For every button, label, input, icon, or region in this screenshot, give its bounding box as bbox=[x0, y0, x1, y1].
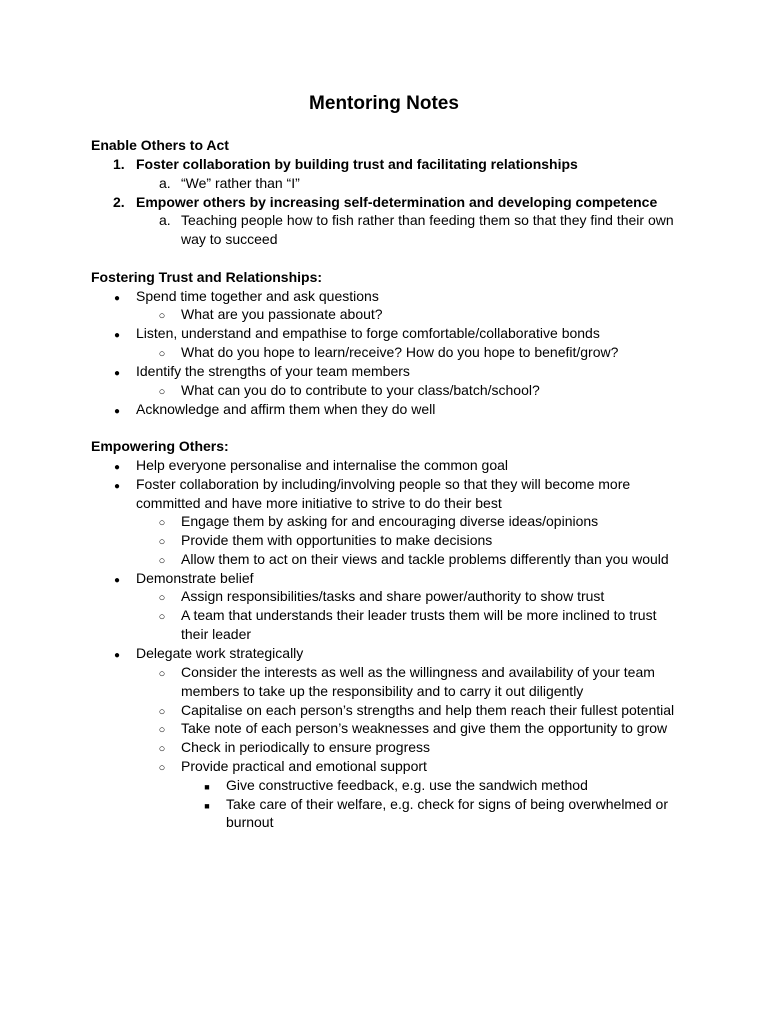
list-item: Provide practical and emotional support bbox=[181, 758, 427, 774]
bullet-circle-icon bbox=[156, 663, 168, 684]
bullet-disc-icon bbox=[111, 475, 123, 496]
bullet-circle-icon bbox=[156, 550, 168, 571]
section-heading-fostering-trust: Fostering Trust and Relationships: bbox=[91, 269, 323, 285]
list-letter: a. bbox=[159, 175, 171, 191]
list-item: Help everyone personalise and internalise the common goal bbox=[136, 457, 508, 473]
list-item: Allow them to act on their views and tackle problems differently than you would bbox=[181, 551, 669, 567]
bullet-square-icon bbox=[201, 776, 213, 797]
list-item: Foster collaboration by including/involving people so that they will become more bbox=[136, 476, 631, 492]
list-item-continuation: committed and have more initiative to strive to do their best bbox=[136, 495, 502, 511]
list-item: Check in periodically to ensure progress bbox=[181, 739, 431, 755]
bullet-circle-icon bbox=[156, 738, 168, 759]
list-item-continuation: their leader bbox=[181, 626, 252, 642]
bullet-circle-icon bbox=[156, 305, 168, 326]
bullet-disc-icon bbox=[111, 569, 123, 590]
list-item: Take note of each person’s weaknesses and give them the opportunity to grow bbox=[181, 720, 668, 736]
list-item: Demonstrate belief bbox=[136, 570, 254, 586]
bullet-circle-icon bbox=[156, 719, 168, 740]
list-item-continuation: members to take up the responsibility and to carry it out diligently bbox=[181, 683, 584, 699]
list-item: Take care of their welfare, e.g. check for signs of being overwhelmed or bbox=[226, 796, 668, 812]
list-item: A team that understands their leader trusts them will be more inclined to trust bbox=[181, 607, 657, 623]
bullet-disc-icon bbox=[111, 456, 123, 477]
list-letter: a. bbox=[159, 212, 171, 228]
list-item: “We” rather than “I” bbox=[181, 175, 300, 191]
list-item: What do you hope to learn/receive? How do you hope to benefit/grow? bbox=[181, 344, 619, 360]
list-item: Consider the interests as well as the willingness and availability of your team bbox=[181, 664, 655, 680]
bullet-disc-icon bbox=[111, 287, 123, 308]
list-item: Teaching people how to fish rather than feeding them so that they find their own bbox=[181, 212, 674, 228]
list-item: Assign responsibilities/tasks and share power/authority to show trust bbox=[181, 588, 605, 604]
list-item: Identify the strengths of your team members bbox=[136, 363, 410, 379]
list-number: 1. bbox=[113, 156, 125, 172]
list-item: Listen, understand and empathise to forge comfortable/collaborative bonds bbox=[136, 325, 600, 341]
list-item: Give constructive feedback, e.g. use the sandwich method bbox=[226, 777, 588, 793]
list-item: What are you passionate about? bbox=[181, 306, 383, 322]
list-item: Foster collaboration by building trust and facilitating relationships bbox=[136, 156, 578, 172]
bullet-disc-icon bbox=[111, 400, 123, 421]
list-item: Capitalise on each person’s strengths and help them reach their fullest potential bbox=[181, 702, 675, 718]
bullet-circle-icon bbox=[156, 757, 168, 778]
bullet-disc-icon bbox=[111, 362, 123, 383]
bullet-circle-icon bbox=[156, 343, 168, 364]
list-item: Spend time together and ask questions bbox=[136, 288, 379, 304]
bullet-circle-icon bbox=[156, 512, 168, 533]
bullet-circle-icon bbox=[156, 587, 168, 608]
bullet-circle-icon bbox=[156, 606, 168, 627]
list-item: What can you do to contribute to your class/batch/school? bbox=[181, 382, 540, 398]
list-item: Acknowledge and affirm them when they do well bbox=[136, 401, 436, 417]
list-item-continuation: way to succeed bbox=[181, 231, 278, 247]
list-item: Engage them by asking for and encouraging diverse ideas/opinions bbox=[181, 513, 599, 529]
list-item: Empower others by increasing self-determination and developing competence bbox=[136, 194, 658, 210]
list-number: 2. bbox=[113, 194, 125, 210]
list-item-continuation: burnout bbox=[226, 814, 274, 830]
list-item: Provide them with opportunities to make decisions bbox=[181, 532, 493, 548]
section-heading-enable-others: Enable Others to Act bbox=[91, 137, 229, 153]
bullet-circle-icon bbox=[156, 381, 168, 402]
section-heading-empowering-others: Empowering Others: bbox=[91, 438, 229, 454]
list-item: Delegate work strategically bbox=[136, 645, 304, 661]
page-title: Mentoring Notes bbox=[309, 93, 459, 114]
bullet-circle-icon bbox=[156, 531, 168, 552]
bullet-disc-icon bbox=[111, 644, 123, 665]
bullet-square-icon bbox=[201, 795, 213, 816]
bullet-disc-icon bbox=[111, 324, 123, 345]
